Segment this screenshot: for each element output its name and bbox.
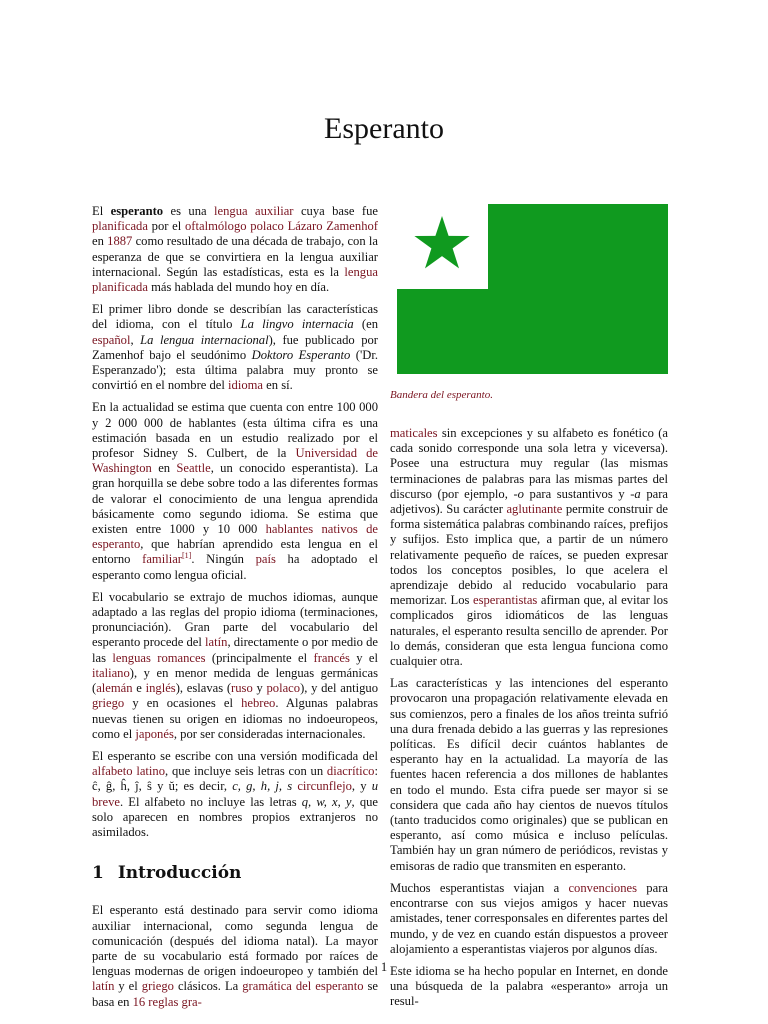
- text-run: cuya base fue: [293, 204, 379, 218]
- text-run: (principalmente el: [205, 650, 314, 665]
- intro-paragraphs: [92, 903, 378, 1009]
- wiki-link[interactable]: italiano: [92, 665, 130, 680]
- right-paragraphs: [390, 426, 668, 1010]
- text-run: . Ningún: [191, 552, 256, 567]
- text-run: para encontrarse con sus viejos amigos y hacer nuevas amistades, tener corresponsales en diferentes partes del mundo, y de vez en cuando están dispuestos a proveer alojamiento a esperantistas viajeros por algunos días.: [390, 880, 668, 956]
- wiki-link[interactable]: lengua auxiliar: [214, 204, 294, 218]
- wiki-link[interactable]: lenguas romances: [112, 650, 206, 665]
- section-number: 1: [92, 863, 104, 884]
- wiki-link[interactable]: convenciones: [568, 880, 638, 895]
- text-run: clásicos. La: [173, 979, 243, 994]
- paragraph: [92, 204, 378, 295]
- text-run: El primer libro donde se describían las características del idioma, con el título: [92, 302, 378, 332]
- text-run: El: [92, 204, 111, 218]
- wiki-link[interactable]: aglutinante: [506, 502, 563, 517]
- text-run: , que incluye seis letras con un: [165, 764, 327, 779]
- wiki-link[interactable]: griego: [141, 979, 174, 994]
- paragraph: [92, 749, 378, 840]
- wiki-link[interactable]: hebreo: [241, 696, 276, 711]
- italic-text: -o: [513, 486, 524, 501]
- text-run: . Algunas palabras nuevas tienen su origen en idiomas no indoeuropeos, como el: [92, 696, 378, 741]
- wiki-link[interactable]: oftalmólogo: [184, 219, 247, 234]
- wiki-link[interactable]: esperantistas: [472, 593, 538, 608]
- wiki-link[interactable]: polaco: [266, 681, 301, 696]
- page-number: 1: [380, 960, 388, 974]
- paragraph: [92, 903, 378, 1009]
- esperanto-flag: [397, 204, 668, 374]
- text-run: ), y en menor medida de lenguas germánicas (: [92, 665, 378, 696]
- italic-text: Doktoro Esperanto: [251, 347, 351, 362]
- italic-text: La lingvo internacia: [240, 317, 354, 332]
- text-run: más hablada del mundo hoy en día.: [147, 280, 330, 295]
- wiki-link[interactable]: planificada: [92, 219, 148, 234]
- text-run: ,: [130, 332, 141, 347]
- text-run: En la actualidad se estima que cuenta con entre 100 000 y 2 000 000 de hablantes (esta última cifra es una estimación basada en un estudio realizado por el profesor Sidney S. Culbert, de la: [92, 400, 378, 461]
- wiki-link[interactable]: breve: [92, 794, 120, 809]
- wiki-link[interactable]: diacrítico: [326, 764, 375, 779]
- left-paragraphs: [92, 204, 378, 840]
- wiki-link[interactable]: español: [92, 332, 131, 347]
- text-run: por el: [147, 219, 185, 234]
- left-column: [92, 204, 378, 1017]
- wiki-link[interactable]: hablantes nativos de esperanto: [92, 522, 379, 552]
- wiki-link[interactable]: ruso: [231, 681, 253, 696]
- text-run: en: [92, 234, 108, 249]
- text-run: en sí.: [263, 378, 293, 393]
- right-column: [390, 426, 668, 1017]
- text-run: y el: [114, 979, 142, 994]
- italic-text: q, w, x, y: [301, 794, 352, 809]
- text-run: se basa en: [92, 979, 378, 1009]
- wiki-link[interactable]: alfabeto latino: [92, 764, 166, 779]
- text-run: . El alfabeto no incluye las letras: [119, 794, 302, 809]
- paragraph: [92, 590, 378, 742]
- text-run: para sustantivos y: [523, 486, 631, 501]
- paragraph: [92, 302, 378, 393]
- paragraph: [390, 676, 668, 874]
- text-run: , por ser consideradas internacionales.: [173, 726, 366, 741]
- section-heading: [92, 863, 378, 884]
- wiki-link[interactable]: Universidad de Washington: [92, 446, 379, 476]
- text-run: Este idioma se ha hecho popular en Internet, en donde una búsqueda de la palabra «esperanto» arroja un resul-: [390, 963, 668, 1009]
- text-run: para adjetivos). Su carácter: [390, 486, 668, 517]
- italic-text: -a: [630, 486, 641, 501]
- bold-term: esperanto: [110, 204, 164, 218]
- text-run: ('Dr. Esperanzado'); esta última palabra muy pronto se convirtió en el nombre del: [92, 347, 378, 393]
- text-run: y el: [349, 650, 379, 665]
- text-run: ), eslavas (: [175, 681, 232, 696]
- figure-caption: Bandera del esperanto.: [390, 389, 493, 401]
- wiki-link[interactable]: país: [255, 552, 276, 567]
- text-run: ), y del antiguo: [300, 681, 379, 696]
- wiki-link[interactable]: lengua planificada: [92, 264, 378, 295]
- wiki-link[interactable]: latín: [92, 979, 115, 994]
- text-run: afirman que, al evitar los complicados giros idiomáticos de las lenguas naturales, el esperanto resulta sencillo de aprender. Por lo demás, consideran que esta lengua funciona como cualquier otra.: [390, 593, 669, 669]
- wiki-link[interactable]: alemán: [96, 681, 133, 696]
- wiki-link[interactable]: inglés: [145, 681, 176, 696]
- wiki-link[interactable]: idioma: [228, 378, 264, 393]
- wiki-link[interactable]: maticales: [390, 426, 438, 440]
- text-run: en: [151, 461, 177, 476]
- text-run: El esperanto se escribe con una versión modificada del: [92, 748, 378, 763]
- text-run: , que solo aparecen en nombres propios extranjeros no asimilados.: [92, 794, 378, 839]
- italic-text: c, g, h, j, s: [232, 779, 293, 794]
- italic-text: La lengua internacional: [140, 332, 269, 347]
- text-run: Muchos esperantistas viajan a: [390, 880, 569, 895]
- text-run: , y: [351, 779, 372, 794]
- text-run: : ĉ, ĝ, ĥ, ĵ, ŝ y ŭ; es decir,: [92, 764, 378, 794]
- text-run: y en ocasiones el: [124, 696, 242, 711]
- paragraph: [390, 881, 668, 957]
- footnote-ref[interactable]: [1]: [182, 551, 192, 561]
- text-run: como resultado de una década de trabajo, con la esperanza de que se convirtiera en la lengua auxiliar internacional. Según las estadísticas, esta es la: [92, 234, 378, 279]
- text-run: permite construir de forma sistemática palabras combinando raíces, prefijos y sufijos. Esto implica que, a partir de un número relativamente pequeño de raíces, se pueden expresar todos los conceptos posibles, lo que acelera el aprendizaje debido al reducido vocabulario para memorizar. Los: [390, 502, 668, 608]
- wiki-link[interactable]: Lázaro Zamenhof: [287, 219, 378, 234]
- wiki-link[interactable]: latín: [205, 635, 228, 650]
- text-run: sin excepciones y su alfabeto es fonético (a cada sonido corresponde una sola letra y viceversa). Posee una estructura muy regular (las mismas terminaciones de palabras para las mismas partes del discurso (por ejemplo,: [390, 426, 668, 501]
- wiki-link[interactable]: 1887: [107, 234, 133, 249]
- wiki-link[interactable]: polaco: [250, 219, 284, 234]
- text-run: es una: [163, 204, 215, 218]
- wiki-link[interactable]: Seattle: [176, 461, 211, 476]
- text-run: ), fue publicado por Zamenhof bajo el seudónimo: [92, 332, 378, 362]
- text-run: , directamente o por medio de las: [92, 635, 378, 665]
- wiki-link[interactable]: 16 reglas gra-: [132, 994, 202, 1009]
- italic-text: u: [371, 779, 378, 794]
- text-run: y: [252, 681, 267, 696]
- paragraph: [92, 400, 378, 582]
- wiki-link[interactable]: francés: [313, 650, 350, 665]
- page-title: Esperanto: [324, 112, 444, 145]
- text-run: e: [132, 681, 146, 696]
- wiki-link[interactable]: circunflejo: [297, 779, 352, 794]
- text-run: Las características y las intenciones del esperanto provocaron una propagación relativamente elevada en sus comienzos, pero a finales de los años treinta sufrió una dura frenada debido a las guerras y las represiones políticas. Es difícil decir cuántos hablantes de esperanto hay en la actualidad. La mayoría de las fuentes hacen referencia a dos millones de hablantes en todo el mundo. Esta cifra puede ser mayor si se considera que cada año hay cientos de nuevos títulos (tanto traducidos como originales) que se publican en esperanto, así como música e incluso películas. También hay un gran número de periódicos, revistas y emisoras de radio que transmiten en esperanto.: [390, 676, 668, 873]
- text-run: , que habrían aprendido esta lengua en el entorno: [92, 537, 378, 567]
- paragraph: [390, 426, 668, 669]
- wiki-link[interactable]: familiar: [142, 552, 183, 567]
- text-run: ha adoptado el esperanto como lengua oficial.: [92, 552, 378, 582]
- wiki-link[interactable]: gramática del esperanto: [242, 979, 364, 994]
- text-run: (en: [353, 317, 379, 332]
- text-run: El vocabulario se extrajo de muchos idiomas, aunque adaptado a las reglas del propio idioma (terminaciones, pronunciación). Gran parte del vocabulario del esperanto procede del: [92, 589, 378, 650]
- section-title: Introducción: [117, 863, 242, 884]
- wiki-link[interactable]: griego: [92, 696, 125, 711]
- text-run: , un conocido esperantista). La gran horquilla se debe sobre todo a las diferentes formas de valorar el conocimiento de una lengua aprendida básicamente como segundo idioma. Se estima que existen entre 1000 y 10 000: [92, 461, 379, 537]
- text-run: El esperanto está destinado para servir como idioma auxiliar internacional, como segunda lengua de comunicación (después del idioma natal). La mayor parte de su vocabulario está formado por raíces de lenguas modernas de origen indoeuropeo y también del: [92, 903, 378, 979]
- wiki-link[interactable]: japonés: [135, 726, 174, 741]
